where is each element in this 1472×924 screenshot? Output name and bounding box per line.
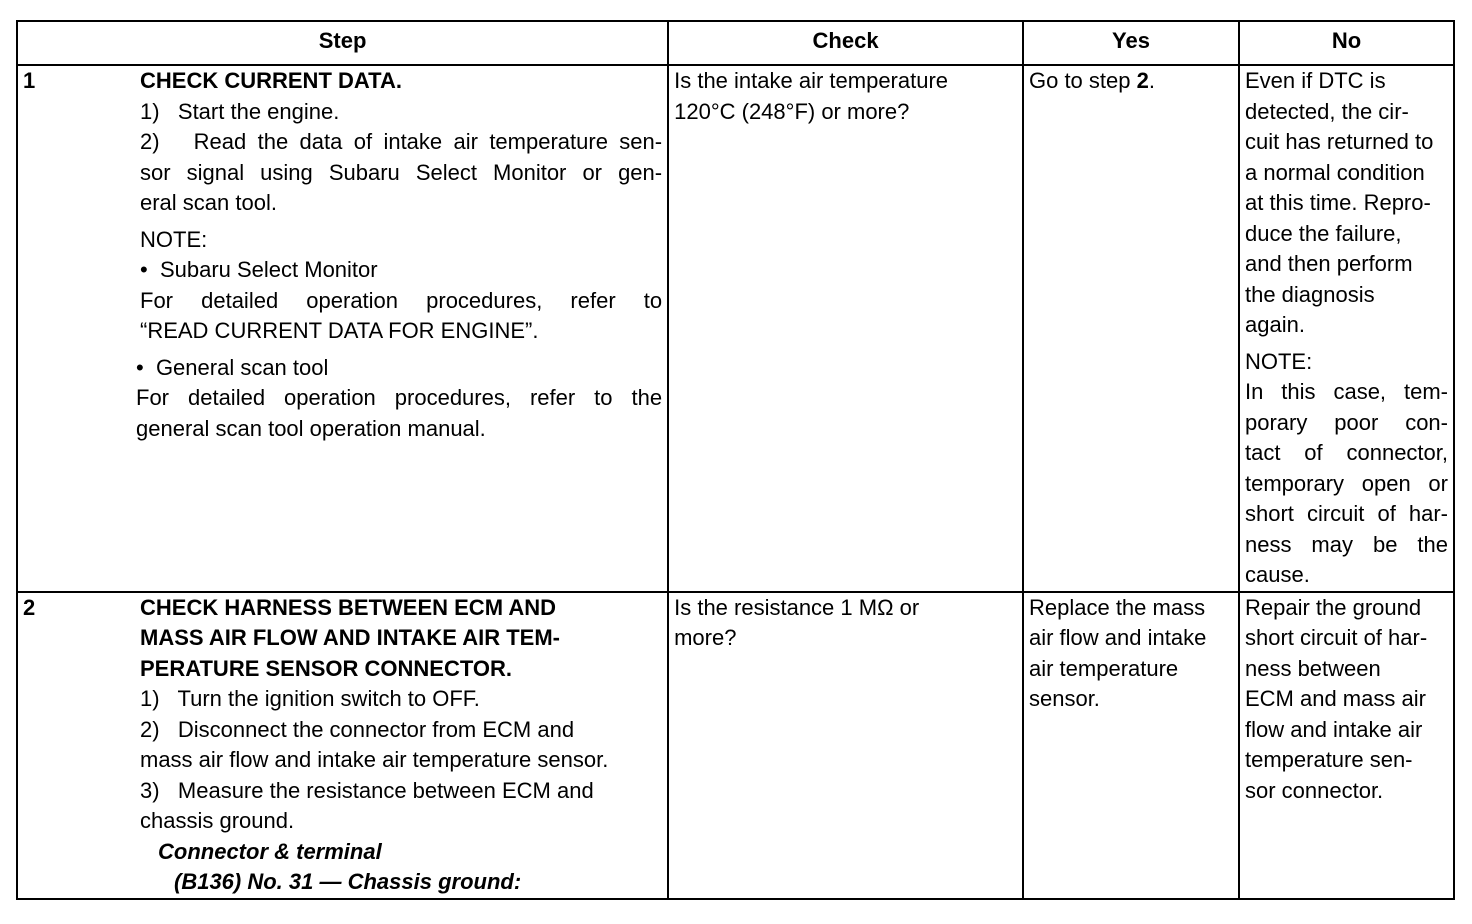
diagnostic-table [16,20,1455,900]
no-note-text: tact of connector, [1244,440,1448,465]
step-number: 2 [23,594,36,620]
no-text: sor connector. [1244,777,1384,803]
check-text: 120°C (248°F) or more? [674,98,910,124]
note-text: For detailed operation procedures, refer to the [136,385,663,410]
yes-text: Go to step 2. [1028,68,1155,93]
check-text: Is the resistance 1 MΩ or [674,594,920,620]
step-title: CHECK CURRENT DATA. [140,68,402,93]
no-text: short circuit of har- [1244,625,1428,650]
step-instruction: 1) Start the engine. [140,98,340,124]
no-note-text: temporary open or [1244,470,1448,496]
no-text: ECM and mass air [1244,686,1426,711]
header-check: Check [668,21,1023,65]
connector-value: (B136) No. 31 — Chassis ground: [174,869,522,894]
yes-cell [1023,592,1239,899]
table-row [17,65,1454,592]
no-note-text: cause. [1244,562,1310,587]
step-cell [17,592,668,899]
no-text: at this time. Repro- [1244,190,1431,215]
step-instruction: 2) Disconnect the connector from ECM and [140,716,575,742]
no-text: the diagnosis [1244,281,1375,307]
step-cell [17,65,668,592]
step-instruction: 3) Measure the resistance between ECM and [140,777,594,803]
note-text: For detailed operation procedures, refer to [140,287,663,313]
header-no: No [1239,21,1454,65]
yes-cell [1023,65,1239,592]
step-instruction: sor signal using Subaru Select Monitor or gen- [140,159,663,185]
yes-text: air temperature [1028,655,1179,681]
header-row [17,21,1454,65]
step-title: MASS AIR FLOW AND INTAKE AIR TEM- [140,625,560,650]
no-text: temperature sen- [1244,747,1413,772]
check-cell [668,65,1023,592]
no-text: flow and intake air [1244,716,1423,742]
step-instruction: eral scan tool. [140,190,277,215]
no-cell [1239,592,1454,899]
yes-text: sensor. [1028,686,1100,711]
no-text: detected, the cir- [1244,98,1409,124]
no-cell [1239,65,1454,592]
note-text: “READ CURRENT DATA FOR ENGINE”. [140,318,539,343]
step-instruction: 2) Read the data of intake air temperature sen- [140,129,663,154]
note-bullet: • General scan tool [136,353,662,384]
no-note-text: short circuit of har- [1244,501,1448,526]
no-text: again. [1244,312,1305,337]
step-instruction: mass air flow and intake air temperature sensor. [140,747,609,772]
step-instruction: chassis ground. [140,808,295,833]
step-title: CHECK HARNESS BETWEEN ECM AND [140,594,556,620]
no-note-label: NOTE: [1244,348,1313,374]
note-label: NOTE: [140,226,208,252]
no-text: a normal condition [1244,159,1425,185]
no-text: cuit has returned to [1244,129,1434,154]
no-text: Repair the ground [1244,594,1422,620]
note-bullet: • Subaru Select Monitor [140,255,662,286]
no-text: ness between [1244,655,1381,681]
step-title: PERATURE SENSOR CONNECTOR. [140,655,513,681]
header-yes: Yes [1023,21,1239,65]
no-text: and then perform [1244,251,1413,276]
no-note-text: In this case, tem- [1244,379,1448,404]
step-instruction: 1) Turn the ignition switch to OFF. [140,686,480,711]
header-step: Step [17,21,668,65]
no-note-text: porary poor con- [1244,409,1448,435]
check-cell [668,592,1023,899]
no-note-text: ness may be the [1244,531,1448,557]
check-text: more? [674,625,737,650]
yes-step-ref: 2 [1136,68,1149,93]
check-text: Is the intake air temperature [674,68,949,93]
yes-text: air flow and intake [1028,625,1207,650]
note-text: general scan tool operation manual. [136,415,486,441]
yes-text: Replace the mass [1028,594,1206,620]
connector-label: Connector & terminal [158,838,382,864]
no-text: Even if DTC is [1244,68,1386,93]
no-text: duce the failure, [1244,220,1402,246]
table-row [17,592,1454,899]
step-number: 1 [23,68,36,93]
